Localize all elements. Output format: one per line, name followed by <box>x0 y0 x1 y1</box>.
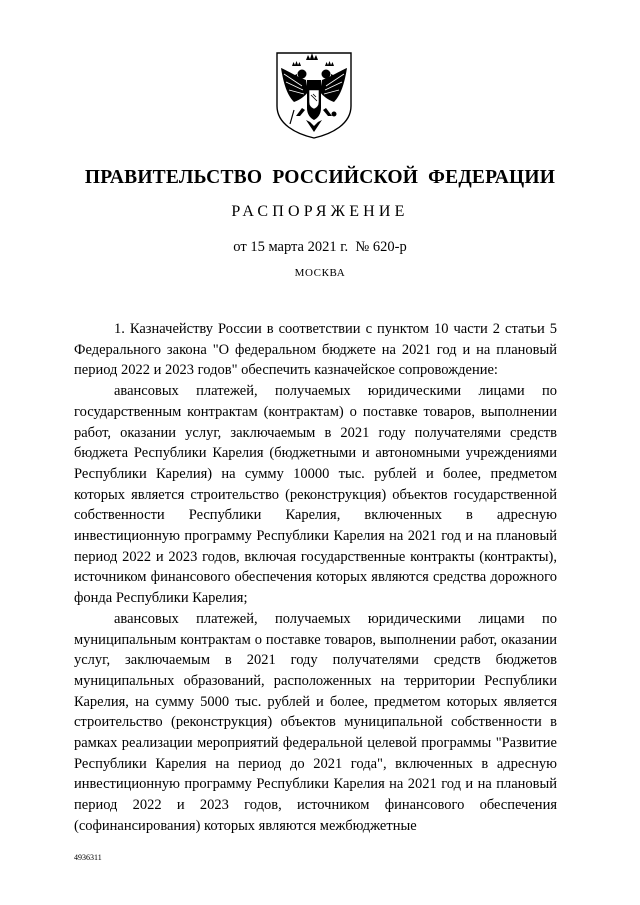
document-registry-number: 4936311 <box>74 853 102 862</box>
paragraph-1: 1. Казначейству России в соответствии с пунктом 10 части 2 статьи 5 Федерального закона "О федеральном бюджете на 2021 год и на плановый период 2022 и 2023 годов" обеспечить казначейское сопровождение: <box>74 321 557 379</box>
coat-of-arms-emblem <box>272 50 356 140</box>
document-city: МОСКВА <box>294 267 346 279</box>
document-date-number: от 15 марта 2021 г. № 620-р <box>233 239 407 255</box>
document-type: РАСПОРЯЖЕНИЕ <box>231 203 409 220</box>
paragraph-2: авансовых платежей, получаемых юридическими лицами по государственным контрактам (контрактам) о поставке товаров, выполнении работ, оказании услуг, заключаемым в 2021 году получателями средств бюджета Республики Карелия (бюджетными и автономными учреждениями Республики Карелия) на сумму 10000 тыс. рублей и более, предметом которых является строительство (реконструкция) объектов государственной собственности Республики Карелия, включенных в адресную инвестиционную программу Республики Карелия на 2021 год и на плановый период 2022 и 2023 годов, включая государственные контракты (контракты), источником финансового обеспечения которых являются средства дорожного фонда Республики Карелия; <box>74 383 557 607</box>
government-title: ПРАВИТЕЛЬСТВО РОССИЙСКОЙ ФЕДЕРАЦИИ <box>84 167 556 188</box>
paragraph-3: авансовых платежей, получаемых юридическими лицами по муниципальным контрактам о поставке товаров, выполнении работ, оказании услуг, заключаемым в 2021 году получателями средств бюджетов муниципальных образований, расположенных на территории Республики Карелия, на сумму 5000 тыс. рублей и более, предметом которых является строительство (реконструкция) объектов муниципальной собственности в рамках реализации мероприятий федеральной целевой программы "Развитие Республики Карелия на период до 2021 года", включенных в адресную инвестиционную программу Республики Карелия на 2021 год и на плановый период 2022 и 2023 годов, источником финансового обеспечения (софинансирования) которых являются межбюджетные <box>74 610 557 834</box>
document-body <box>74 319 557 837</box>
